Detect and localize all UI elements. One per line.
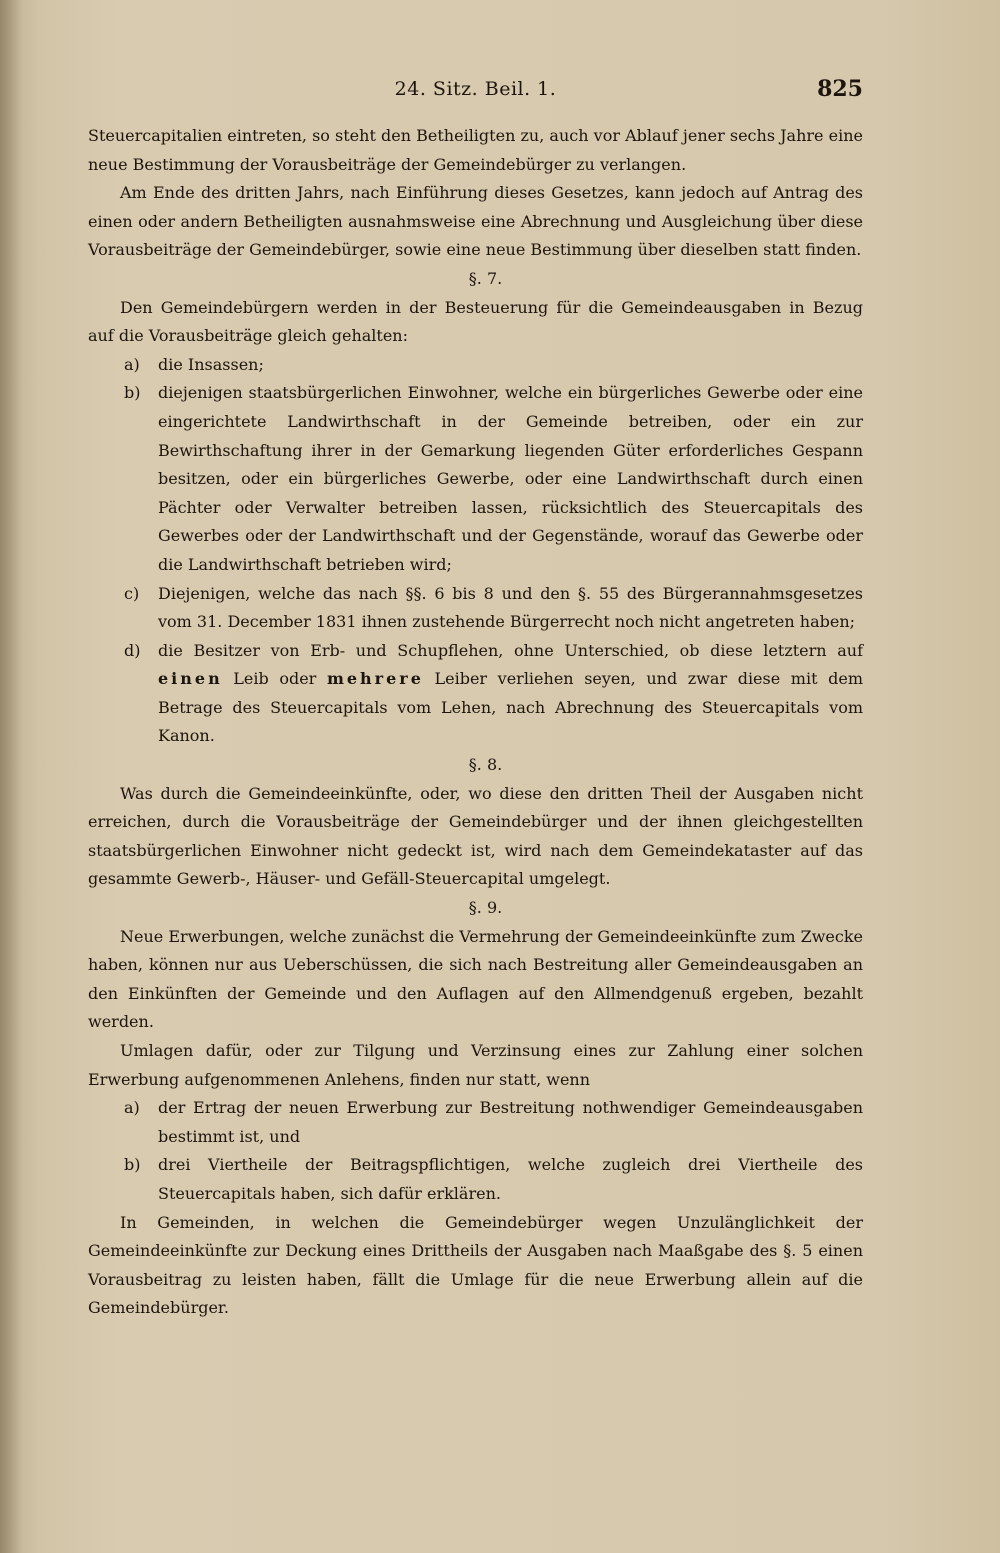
list-item-c [88, 580, 863, 637]
list-item-text: die Insassen; [158, 354, 264, 374]
section-7-intro: Den Gemeindebürgern werden in der Besteuerung für die Gemeindeausgaben in Bezug auf die Vorausbeiträge gleich gehalten: [88, 297, 863, 346]
paragraph: Am Ende des dritten Jahrs, nach Einführung dieses Gesetzes, kann jedoch auf Antrag des einen oder andern Betheiligten ausnahmsweise eine Abrechnung und Ausgleichung über diese Vorausbeiträge der Gemeindebürger, sowie eine neue Bestimmung über dieselben statt finden. [88, 183, 863, 260]
list-item-b [88, 379, 863, 579]
emphasized-word: mehrere [326, 669, 424, 689]
body-text [88, 122, 863, 1323]
page-number: 825 [817, 76, 863, 102]
emphasized-word: einen [158, 669, 223, 689]
list-item-b [88, 1151, 863, 1208]
list-item-label: a) [124, 1098, 140, 1118]
list-item-text: der Ertrag der neuen Erwerbung zur Bestreitung nothwendiger Gemeindeausgaben bestimmt ist, und [158, 1098, 863, 1146]
text-fragment: Leib oder [233, 669, 317, 689]
list-item-label: a) [124, 354, 140, 374]
running-head: 24. Sitz. Beil. 1. [394, 78, 557, 100]
list-item-a [88, 351, 863, 380]
list-item-d [88, 637, 863, 751]
list-item-text: Diejenigen, welche das nach §§. 6 bis 8 und den §. 55 des Bürgerannahmsgesetzes vom 31. December 1831 ihnen zustehende Bürgerrecht noch nicht angetreten haben; [158, 583, 863, 632]
list-item-label: b) [124, 1155, 141, 1175]
page-header [88, 78, 863, 108]
list-item-label: d) [124, 640, 141, 660]
text-fragment: die Besitzer von Erb- und Schupflehen, ohne Unterschied, ob diese letztern auf [158, 640, 863, 660]
list-item-text [158, 637, 863, 751]
section-heading-8: §. 8. [468, 755, 503, 775]
list-item-label: b) [124, 383, 141, 403]
section-9-paragraph-1: Neue Erwerbungen, welche zunächst die Vermehrung der Gemeindeeinkünfte zum Zwecke haben, können nur aus Ueberschüssen, die sich nach Bestreitung aller Gemeindeausgaben an den Einkünften der Gemeinde und den Auflagen auf den Allmendgenuß ergeben, bezahlt werden. [88, 926, 863, 1032]
section-9-paragraph-2: Umlagen dafür, oder zur Tilgung und Verzinsung eines zur Zahlung einer solchen Erwerbung aufgenommenen Anlehens, finden nur statt, wenn [88, 1041, 863, 1089]
text-fragment: Leiber verliehen seyen, und zwar diese mit dem Betrage des Steuercapitals vom Lehen, nach Abrechnung des Steuercapitals vom Kanon. [158, 669, 863, 746]
section-8-text: Was durch die Gemeindeeinkünfte, oder, wo diese den dritten Theil der Ausgaben nicht erreichen, durch die Vorausbeiträge der Gemeindebürger und der ihnen gleichgestellten staatsbürgerlichen Einwohner nicht gedeckt ist, wird nach dem Gemeindekataster auf das gesammte Gewerb-, Häuser- und Gefäll-Steuercapital umgelegt. [88, 783, 863, 889]
list-item-a [88, 1094, 863, 1151]
paragraph-continuation: Steuercapitalien eintreten, so steht den Betheiligten zu, auch vor Ablauf jener sechs Jahre eine neue Bestimmung der Vorausbeiträge der Gemeindebürger zu verlangen. [88, 126, 863, 174]
section-9-paragraph-3: In Gemeinden, in welchen die Gemeindebürger wegen Unzulänglichkeit der Gemeindeeinkünfte zur Deckung eines Drittheils der Ausgaben nach Maaßgabe des §. 5 einen Vorausbeitrag zu leisten haben, fällt die Umlage für die neue Erwerbung allein auf die Gemeindebürger. [88, 1212, 863, 1318]
list-item-text: diejenigen staatsbürgerlichen Einwohner, welche ein bürgerliches Gewerbe oder eine eingerichtete Landwirthschaft in der Gemeinde betreiben, oder ein zur Bewirthschaftung ihrer in der Gemarkung liegenden Güter erforderliches Gespann besitzen, oder ein bürgerliches Gewerbe, oder eine Landwirthschaft durch einen Pächter oder Verwalter betreiben lassen, rücksichtlich des Steuercapitals des Gewerbes oder der Landwirthschaft und der Gegenstände, worauf das Gewerbe oder die Landwirthschaft betrieben wird; [158, 383, 863, 574]
section-heading-9: §. 9. [468, 898, 503, 918]
section-heading-7: §. 7. [468, 268, 503, 288]
list-item-text: drei Viertheile der Beitragspflichtigen, welche zugleich drei Viertheile des Steuercapitals haben, sich dafür erklären. [158, 1155, 863, 1203]
list-item-label: c) [124, 583, 140, 603]
